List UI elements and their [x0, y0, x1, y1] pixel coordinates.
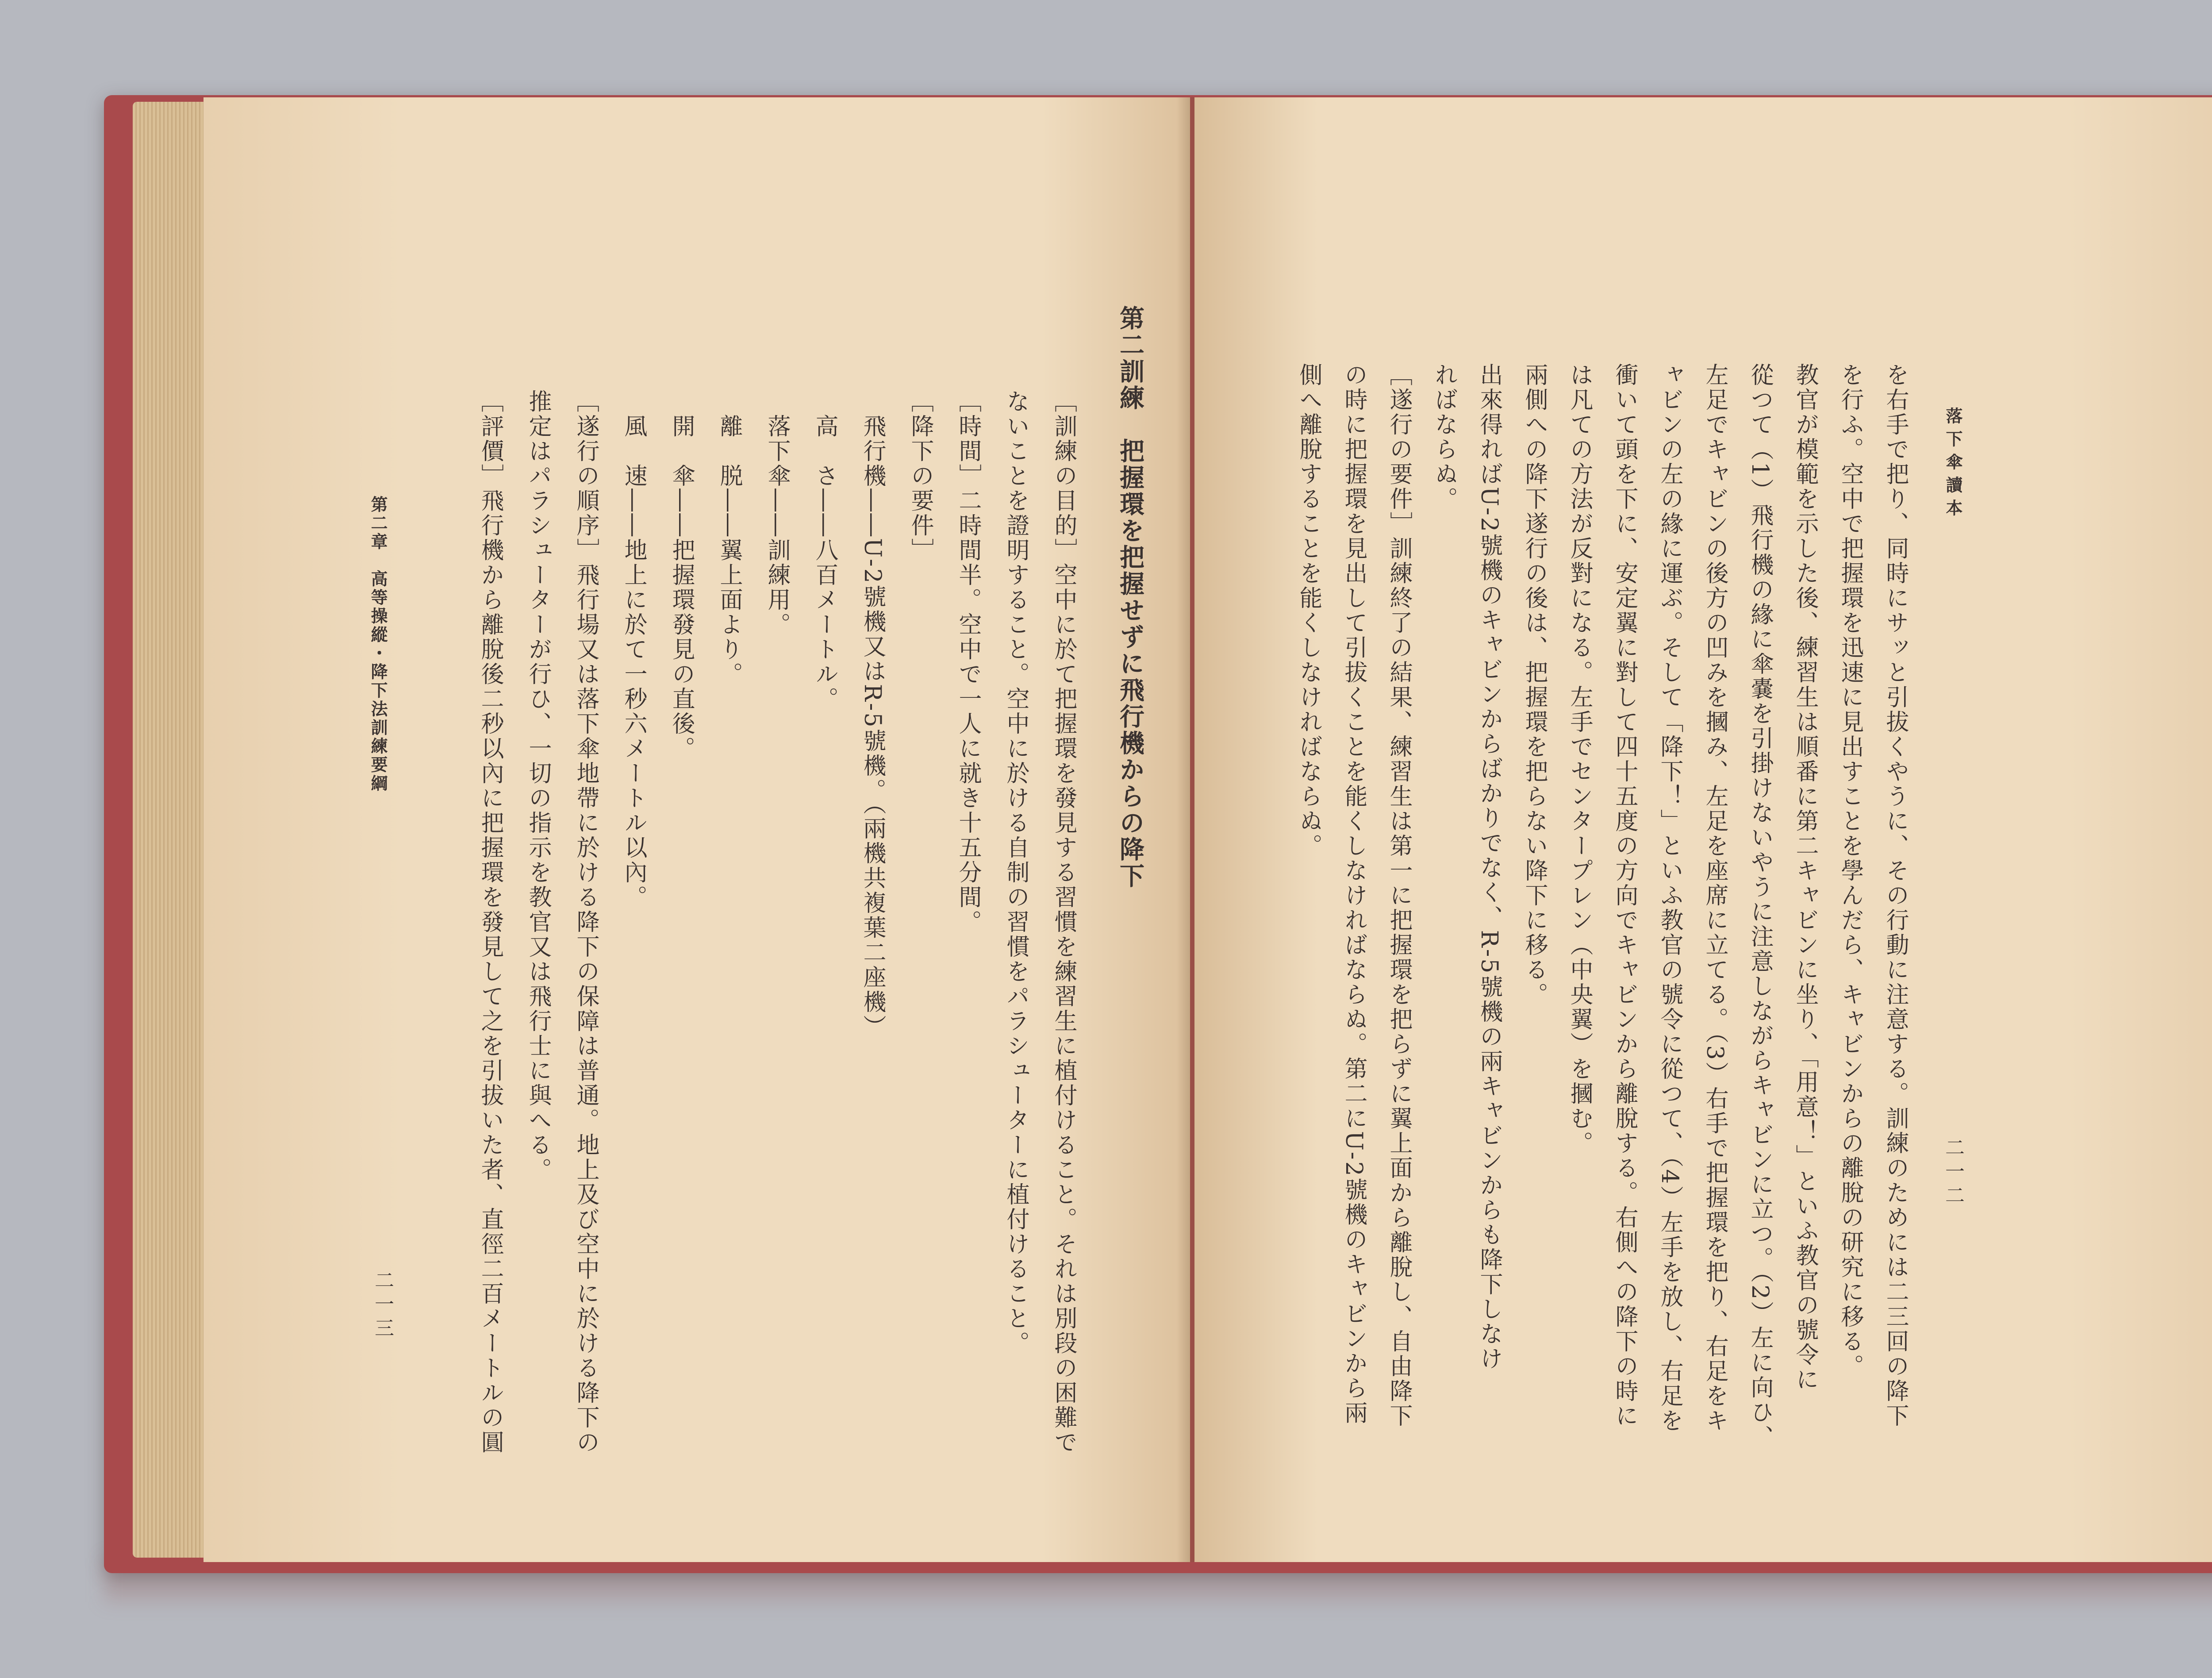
left-line-5: 飛行機――U-2號機又はR-5號機。（兩機共複葉二座機）: [859, 389, 886, 1040]
right-line-10: 出來得ればU-2號機のキャビンからばかりでなく、R-5號機の兩キャビンからも降下しなけ: [1476, 363, 1502, 1372]
left-line-11: ［遂行の順序］飛行場又は落下傘地帶に於ける降下の保障は普通。地上及び空中に於ける降下の: [572, 389, 599, 1455]
right-line-1: を右手で把り、同時にサッと引拔くやうに、その行動に注意する。訓練のためには二三回の降下: [1882, 363, 1909, 1428]
right-line-5: 左足でキャビンの後方の凹みを摑み、左足を座席に立てる。（3）右手で把握環を把り、右足をキ: [1701, 363, 1728, 1434]
right-line-7: 衝いて頭を下に、安定翼に對して四十五度の方向でキャビンから離脫する。右側への降下の時に: [1611, 363, 1638, 1428]
right-line-2: を行ふ。空中で把握環を迅速に見出すことを學んだら、キャビンからの離脫の研究に移る。: [1837, 363, 1863, 1379]
right-line-9: 兩側への降下遂行の後は、把握環を把らない降下に移る。: [1521, 363, 1548, 1007]
right-line-3: 教官が模範を示した後、練習生は順番に第二キャビンに坐り、「用意！」といふ教官の號令に: [1792, 363, 1818, 1392]
left-line-3: ［時間］二時間半。空中で一人に就き十五分間。: [955, 389, 981, 935]
left-line-9: 開 傘――把握環發見の直後。: [668, 389, 695, 761]
left-line-1: ［訓練の目的］空中に於て把握環を發見する習慣を練習生に植付けること。それは別段の困難で: [1050, 389, 1077, 1455]
left-line-4: ［降下の要件］: [907, 389, 933, 563]
left-line-7: 落下傘――訓練用。: [764, 389, 790, 637]
left-line-2: ないことを證明すること。空中に於ける自制の習慣をパラシューターに植付けること。: [1002, 389, 1029, 1356]
right-running-header: 落下傘讀本: [1943, 407, 1962, 522]
right-line-11: ればならぬ。: [1431, 363, 1457, 512]
left-page: [204, 97, 1190, 1562]
left-page-number: 二一三: [371, 1270, 394, 1342]
left-running-footer: 第二章 高等操縱・降下法訓練要綱: [368, 496, 388, 793]
right-line-12: ［遂行の要件］訓練終了の結果、練習生は第一に把握環を把らずに翼上面から離脫し、自由降下: [1386, 363, 1412, 1428]
right-line-8: は凡ての方法が反對になる。左手でセンタープレン（中央翼）を摑む。: [1566, 363, 1593, 1156]
right-line-13: の時に把握環を見出して引拔くことを能くしなければならぬ。第二にU-2號機のキャビンから兩: [1340, 363, 1367, 1426]
right-page: [1194, 97, 2212, 1562]
right-page-number: 二一二: [1942, 1137, 1964, 1209]
left-line-10: 風 速――地上に於て一秒六メートル以內。: [620, 389, 647, 910]
left-line-8: 離 脱――翼上面より。: [716, 389, 742, 687]
left-line-13: ［評價］飛行機から離脫後二秒以內に把握環を發見して之を引拔いた者、直徑二百メートルの圓: [477, 389, 503, 1455]
right-line-6: ャビンの左の緣に運ぶ。そして「降下！」といふ教官の號令に從つて、（4）左手を放し、右足を: [1656, 363, 1683, 1434]
left-line-6: 高 さ――八百メートル。: [811, 389, 838, 712]
right-line-4: 從つて（1）飛行機の緣に傘嚢を引掛けないやうに注意しながらキャビンに立つ。（2）左に向ひ、: [1747, 363, 1773, 1450]
right-line-14: 側へ離脫することを能くしなければならぬ。: [1295, 363, 1322, 858]
left-line-12: 推定はパラシューターが行ひ、一切の指示を教官又は飛行士に與へる。: [525, 389, 551, 1182]
left-heading: 第二訓練 把握環を把握せずに飛行機からの降下: [1116, 305, 1144, 889]
page-edges-left: [133, 102, 208, 1558]
